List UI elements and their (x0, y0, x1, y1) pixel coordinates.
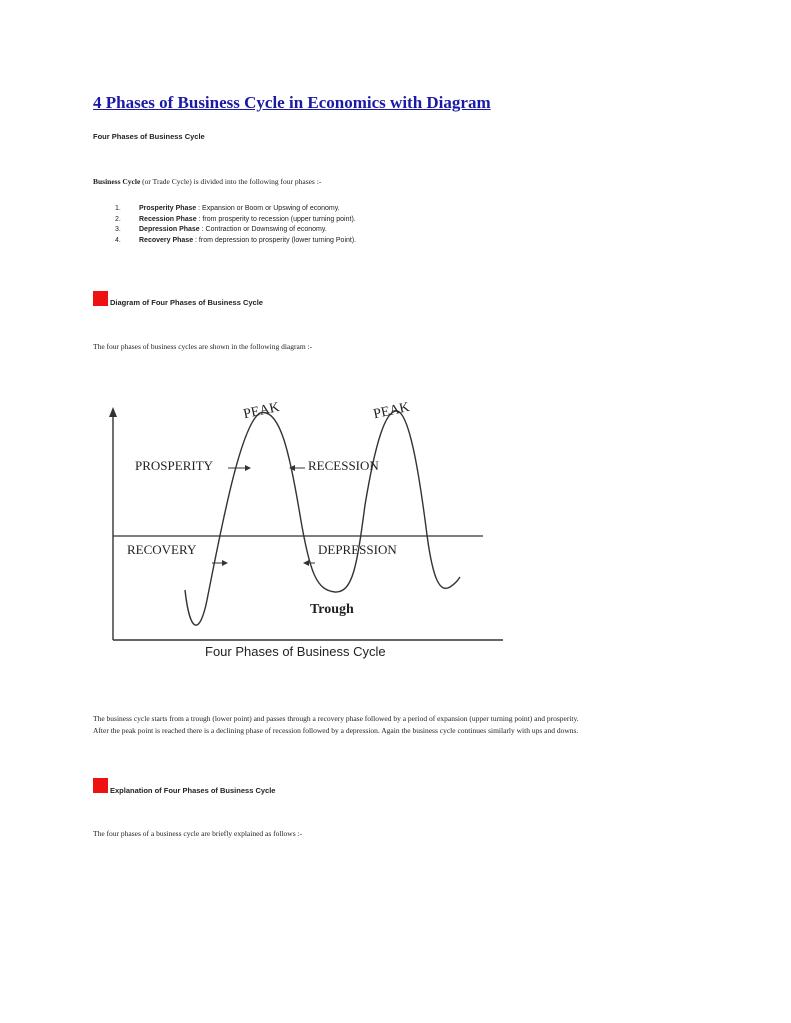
intro-term: Business Cycle (93, 177, 141, 186)
list-item (115, 236, 356, 247)
diagram-background (95, 385, 505, 670)
list-item (115, 204, 356, 215)
list-number: 1. (115, 205, 121, 212)
phase-desc: : from prosperity to recession (upper turning point). (196, 215, 356, 223)
depression-label: DEPRESSION (318, 542, 397, 557)
list-item (115, 225, 356, 236)
section-subtitle: Four Phases of Business Cycle (93, 132, 205, 141)
diagram-intro: The four phases of business cycles are shown in the following diagram :- (93, 342, 313, 351)
paragraph-line: After the peak point is reached there is a declining phase of recession followed by a depression. Again the business cycle continues similarly with ups and downs. (93, 725, 579, 735)
intro-paragraph (93, 177, 321, 186)
section-heading-diagram: Diagram of Four Phases of Business Cycle (110, 298, 263, 307)
phase-desc: : Expansion or Boom or Upswing of economy. (196, 205, 340, 212)
phase-name: Recovery Phase (139, 236, 194, 244)
phase-list (115, 204, 356, 246)
list-number: 4. (115, 236, 121, 244)
broken-image-icon (93, 291, 108, 306)
broken-image-icon (93, 778, 108, 793)
list-item (115, 215, 356, 226)
business-cycle-diagram (95, 385, 505, 670)
diagram-caption: Four Phases of Business Cycle (205, 644, 386, 659)
trough-label: Trough (310, 602, 354, 617)
list-number: 2. (115, 215, 121, 223)
paragraph-line: The business cycle starts from a trough (lower point) and passes through a recovery phase followed by a period of expansion (upper turning point) and prosperity. (93, 714, 579, 723)
phase-name: Recession Phase (139, 215, 197, 223)
phase-name: Depression Phase (139, 226, 200, 233)
page-title[interactable]: 4 Phases of Business Cycle in Economics with Diagram (93, 93, 491, 112)
explanation-paragraph (93, 713, 579, 736)
list-number: 3. (115, 226, 121, 233)
peak-label: PEAK (242, 400, 282, 423)
intro-rest: (or Trade Cycle) is divided into the following four phases :- (140, 177, 322, 186)
phase-desc: : from depression to prosperity (lower turning Point). (193, 236, 357, 244)
recession-label: RECESSION (308, 458, 379, 473)
phase-desc: : Contraction or Downswing of economy. (199, 226, 327, 233)
recovery-label: RECOVERY (127, 542, 197, 557)
peak-label: PEAK (372, 400, 412, 423)
phase-name: Prosperity Phase (139, 205, 197, 212)
explanation-intro: The four phases of a business cycle are briefly explained as follows :- (93, 829, 303, 838)
prosperity-label: PROSPERITY (135, 458, 214, 473)
section-heading-explanation: Explanation of Four Phases of Business Cycle (110, 786, 276, 795)
